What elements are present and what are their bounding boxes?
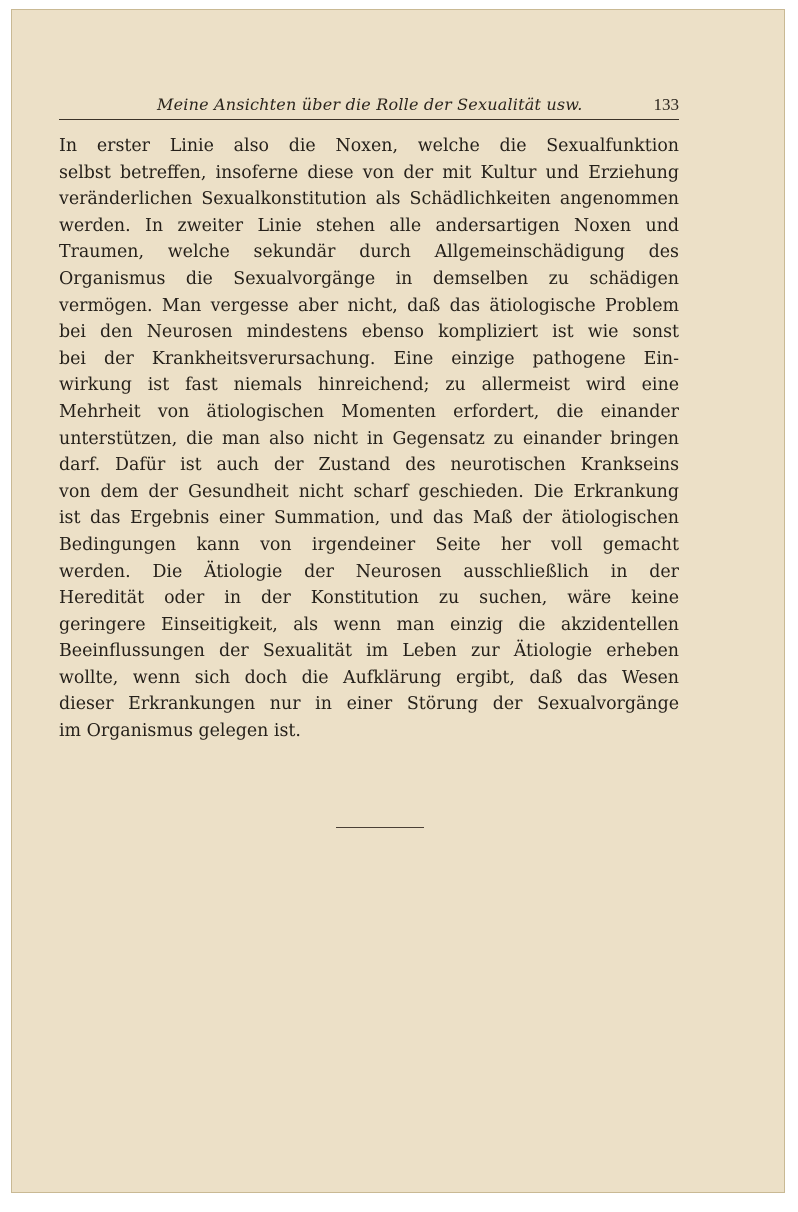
text-line: geringere Einseitigkeit, als wenn man einzig die akzidentellen — [59, 614, 679, 635]
text-line: In erster Linie also die Noxen, welche die Sexualfunktion — [59, 136, 679, 156]
text-line: selbst betreffen, insoferne diese von der mit Kultur und Erziehung — [59, 162, 679, 183]
text-line: wollte, wenn sich doch die Aufklärung ergibt, daß das Wesen — [59, 667, 679, 688]
running-title: Meine Ansichten über die Rolle der Sexualität usw. — [157, 95, 583, 114]
text-line: darf. Dafür ist auch der Zustand des neurotischen Krankseins — [59, 455, 679, 476]
text-line: dieser Erkrankungen nur in einer Störung der Sexualvorgänge — [59, 694, 679, 715]
text-line: Mehrheit von ätiologischen Momenten erfordert, die einander — [59, 401, 679, 422]
body-paragraph — [59, 133, 679, 745]
text-line: unterstützen, die man also nicht in Gegensatz zu einander bringen — [59, 428, 679, 449]
end-rule — [336, 827, 424, 828]
text-line: Bedingungen kann von irgendeiner Seite her voll gemacht — [59, 534, 679, 555]
header-rule — [59, 119, 679, 120]
text-line: im Organismus gelegen ist. — [59, 721, 301, 742]
text-line: veränderlichen Sexualkonstitution als Schädlichkeiten angenommen — [59, 189, 679, 210]
text-line: werden. Die Ätiologie der Neurosen ausschließlich in der — [59, 561, 679, 582]
book-page — [11, 9, 785, 1193]
text-line: ist das Ergebnis einer Summation, und das Maß der ätiologischen — [59, 508, 679, 529]
text-line: von dem der Gesundheit nicht scharf geschieden. Die Erkrankung — [59, 481, 679, 502]
text-line: Traumen, welche sekundär durch Allgemeinschädigung des — [59, 242, 679, 263]
text-line: Heredität oder in der Konstitution zu suchen, wäre keine — [59, 588, 679, 609]
running-header — [59, 95, 679, 121]
text-line: vermögen. Man vergesse aber nicht, daß das ätiologische Problem — [59, 295, 679, 316]
text-line: wirkung ist fast niemals hinreichend; zu allermeist wird eine — [59, 375, 679, 396]
page-number: 133 — [653, 95, 679, 114]
text-line: Organismus die Sexualvorgänge in demselben zu schädigen — [59, 268, 679, 289]
text-line: bei den Neurosen mindestens ebenso kompliziert ist wie sonst — [59, 322, 679, 343]
text-line: Beeinflussungen der Sexualität im Leben zur Ätiologie erheben — [59, 641, 679, 662]
text-line: bei der Krankheitsverursachung. Eine einzige pathogene Ein- — [59, 348, 679, 369]
text-line: werden. In zweiter Linie stehen alle andersartigen Noxen und — [59, 215, 679, 236]
